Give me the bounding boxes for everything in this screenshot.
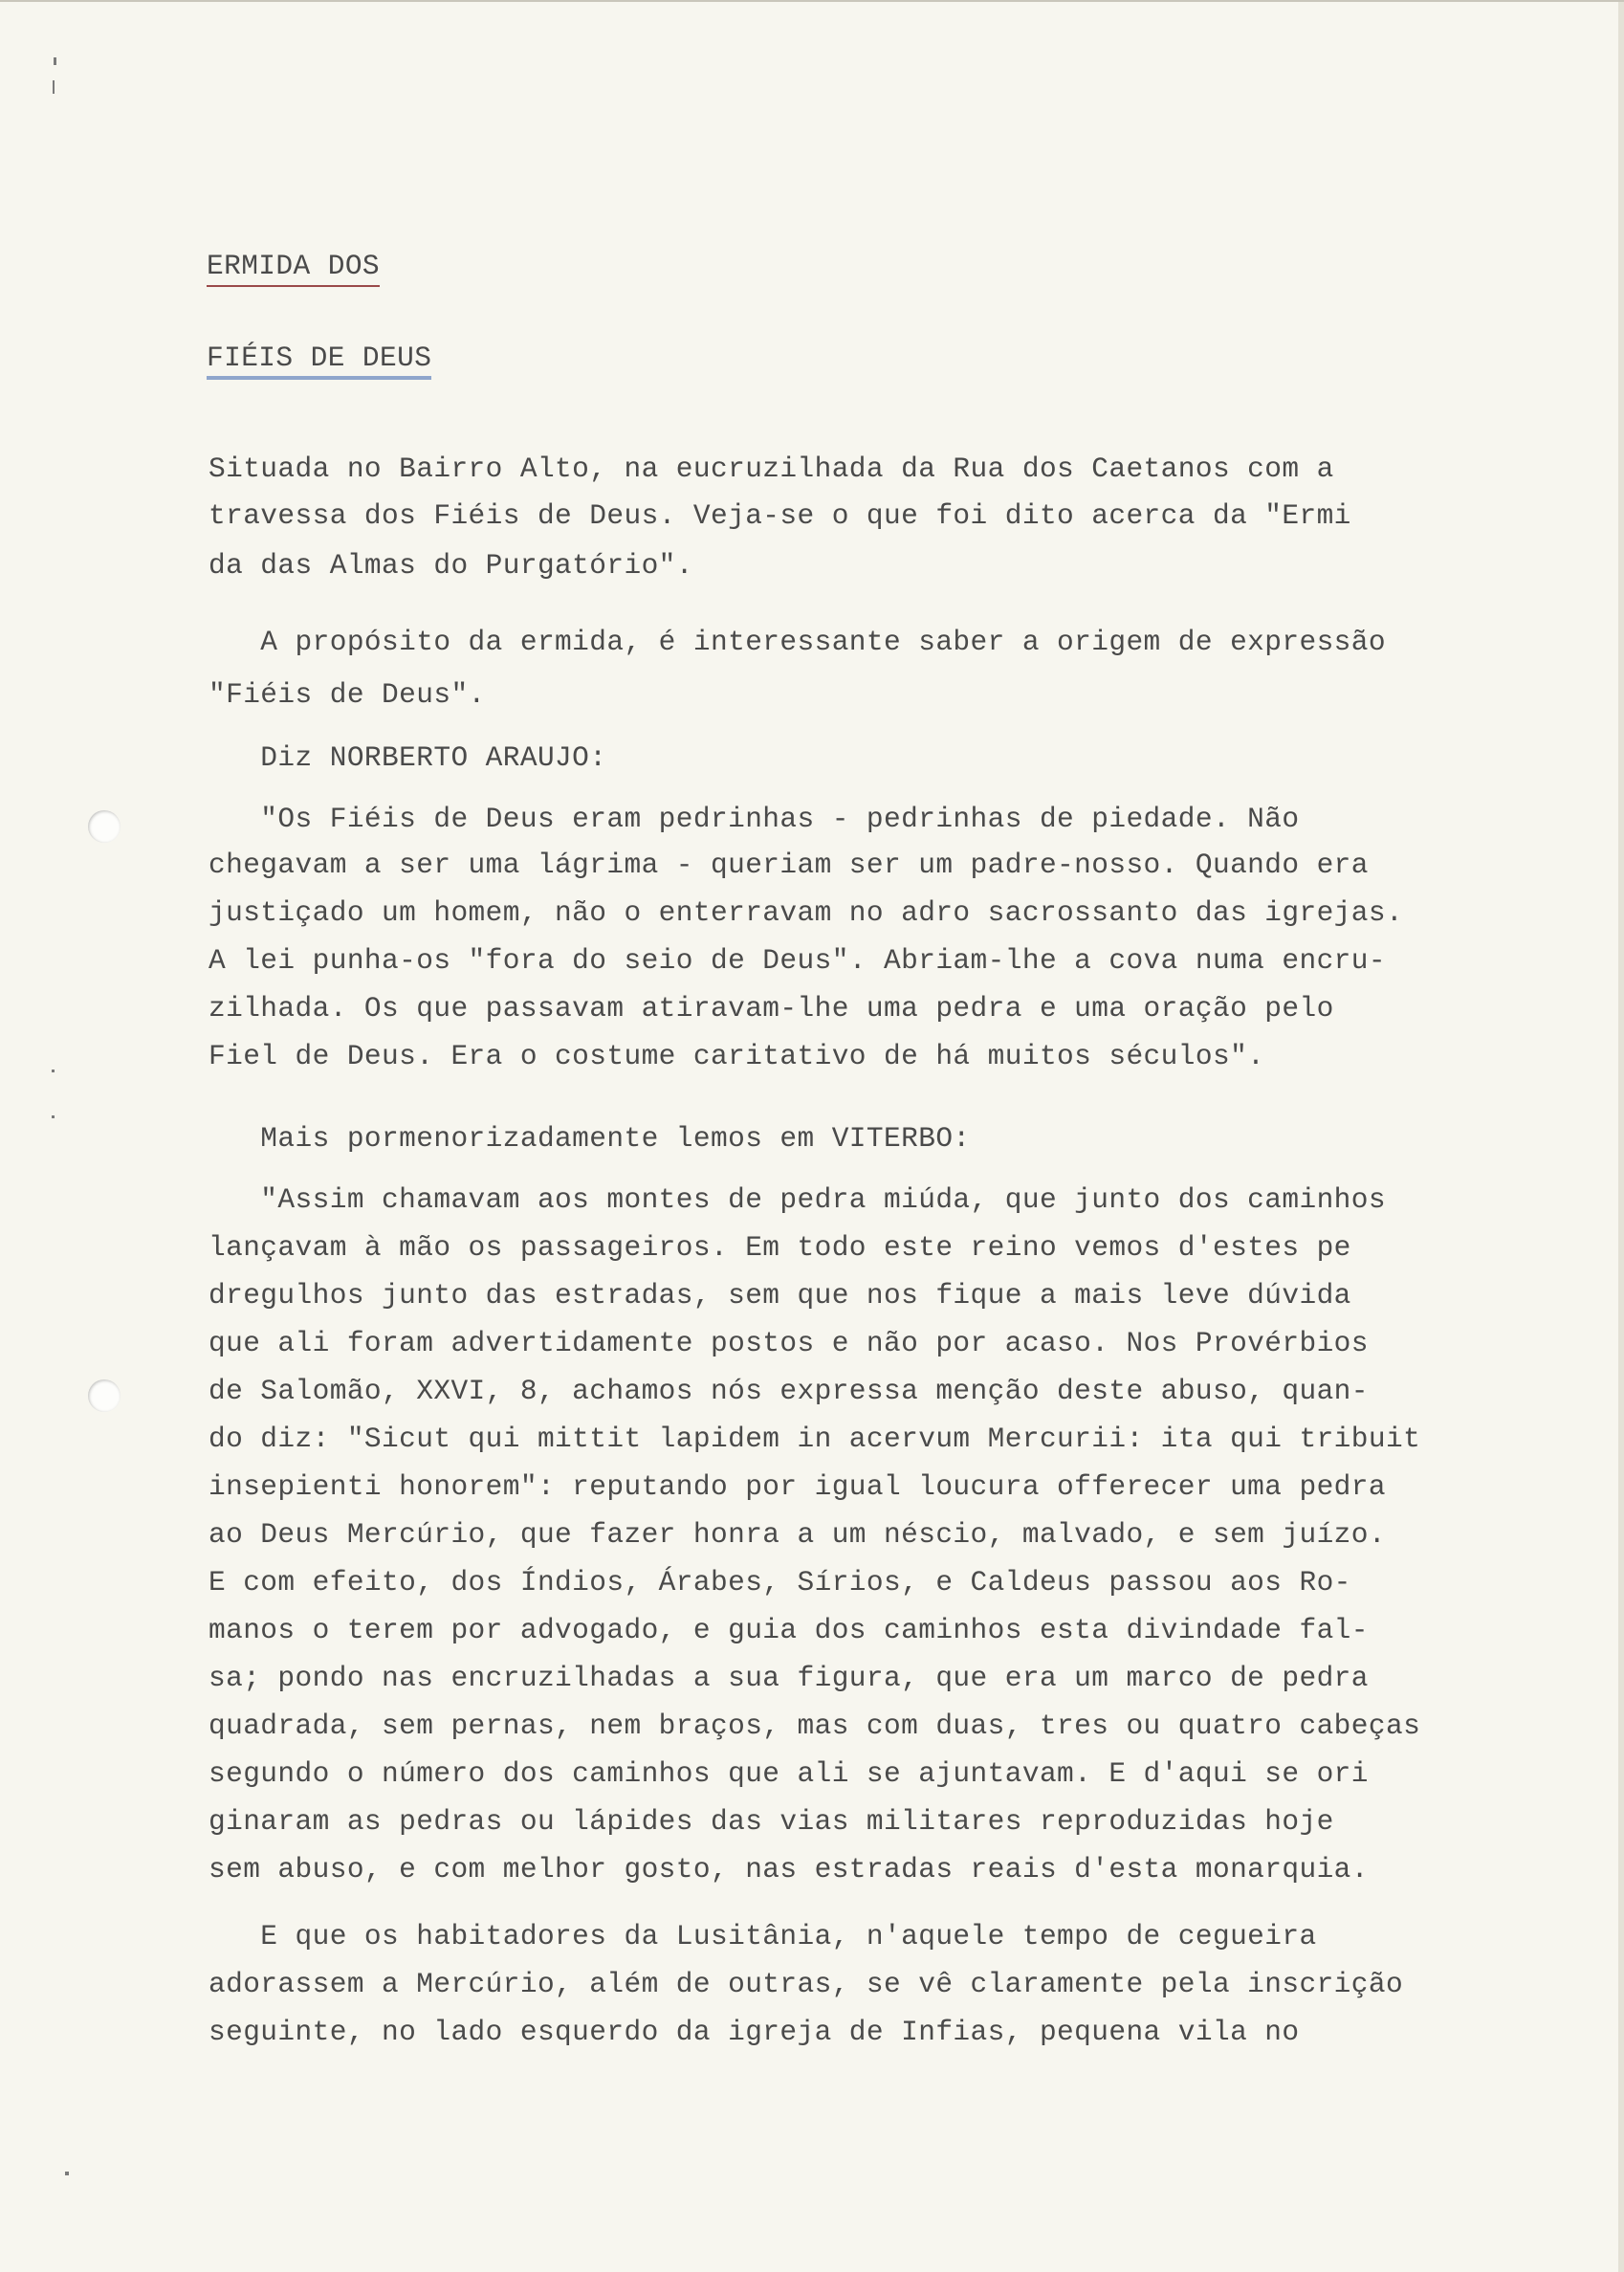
text-line: ginaram as pedras ou lápides das vias militares reproduzidas hoje [208,1805,1334,1838]
punch-hole [88,1379,121,1412]
text-line: travessa dos Fiéis de Deus. Veja-se o que foi dito acerca da "Ermi [208,499,1351,532]
text-line: manos o terem por advogado, e guia dos caminhos esta divindade fal- [208,1614,1369,1646]
text-line: sem abuso, e com melhor gosto, nas estradas reais d'esta monarquia. [208,1853,1369,1886]
text-line: sa; pondo nas encruzilhadas a sua figura, que era um marco de pedra [208,1662,1369,1694]
text-line: zilhada. Os que passavam atiravam-lhe uma pedra e uma oração pelo [208,992,1334,1025]
text-line: "Assim chamavam aos montes de pedra miúda, que junto dos caminhos [208,1183,1386,1216]
text-line: do diz: "Sicut qui mittit lapidem in acervum Mercurii: ita qui tribuit [208,1423,1421,1455]
punch-hole [88,810,121,843]
text-line: lançavam à mão os passageiros. Em todo este reino vemos d'estes pe [208,1231,1351,1264]
text-line: seguinte, no lado esquerdo da igreja de Infias, pequena vila no [208,2016,1300,2048]
text-line: Diz NORBERTO ARAUJO: [208,741,607,774]
text-line: Situada no Bairro Alto, na eucruzilhada da Rua dos Caetanos com a [208,452,1334,485]
text-line: "Os Fiéis de Deus eram pedrinhas - pedrinhas de piedade. Não [208,803,1300,835]
text-line: A propósito da ermida, é interessante saber a origem de expressão [208,626,1386,658]
text-line: que ali foram advertidamente postos e não por acaso. Nos Provérbios [208,1327,1369,1359]
title-line-2: FIÉIS DE DEUS [207,344,431,380]
text-line: de Salomão, XXVI, 8, achamos nós expressa menção deste abuso, quan- [208,1375,1369,1407]
text-line: dregulhos junto das estradas, sem que nos fique a mais leve dúvida [208,1279,1351,1312]
ink-speck [52,1115,55,1118]
ink-speck [53,80,55,94]
title-line-1: ERMIDA DOS [207,253,380,287]
text-line: A lei punha-os "fora do seio de Deus". Abriam-lhe a cova numa encru- [208,944,1386,977]
ink-speck [52,1070,55,1072]
text-line: chegavam a ser uma lágrima - queriam ser um padre-nosso. Quando era [208,849,1369,881]
text-line: segundo o número dos caminhos que ali se ajuntavam. E d'aqui se ori [208,1757,1369,1790]
text-line: adorassem a Mercúrio, além de outras, se vê claramente pela inscrição [208,1968,1404,2000]
text-line: E com efeito, dos Índios, Árabes, Sírios, e Caldeus passou aos Ro- [208,1566,1351,1599]
ink-speck [54,57,56,65]
text-line: "Fiéis de Deus". [208,678,486,711]
text-line: E que os habitadores da Lusitânia, n'aquele tempo de cegueira [208,1920,1317,1952]
ink-speck [65,2172,69,2175]
text-line: quadrada, sem pernas, nem braços, mas com duas, tres ou quatro cabeças [208,1710,1421,1742]
page-edge [1618,2,1624,2272]
text-line: Mais pormenorizadamente lemos em VITERBO: [208,1122,971,1155]
text-line: ao Deus Mercúrio, que fazer honra a um néscio, malvado, e sem juízo. [208,1518,1386,1551]
text-line: da das Almas do Purgatório". [208,549,693,582]
text-line: justiçado um homem, não o enterravam no adro sacrossanto das igrejas. [208,896,1404,929]
text-line: insepienti honorem": reputando por igual loucura offerecer uma pedra [208,1470,1386,1503]
text-line: Fiel de Deus. Era o costume caritativo de há muitos séculos". [208,1040,1265,1072]
